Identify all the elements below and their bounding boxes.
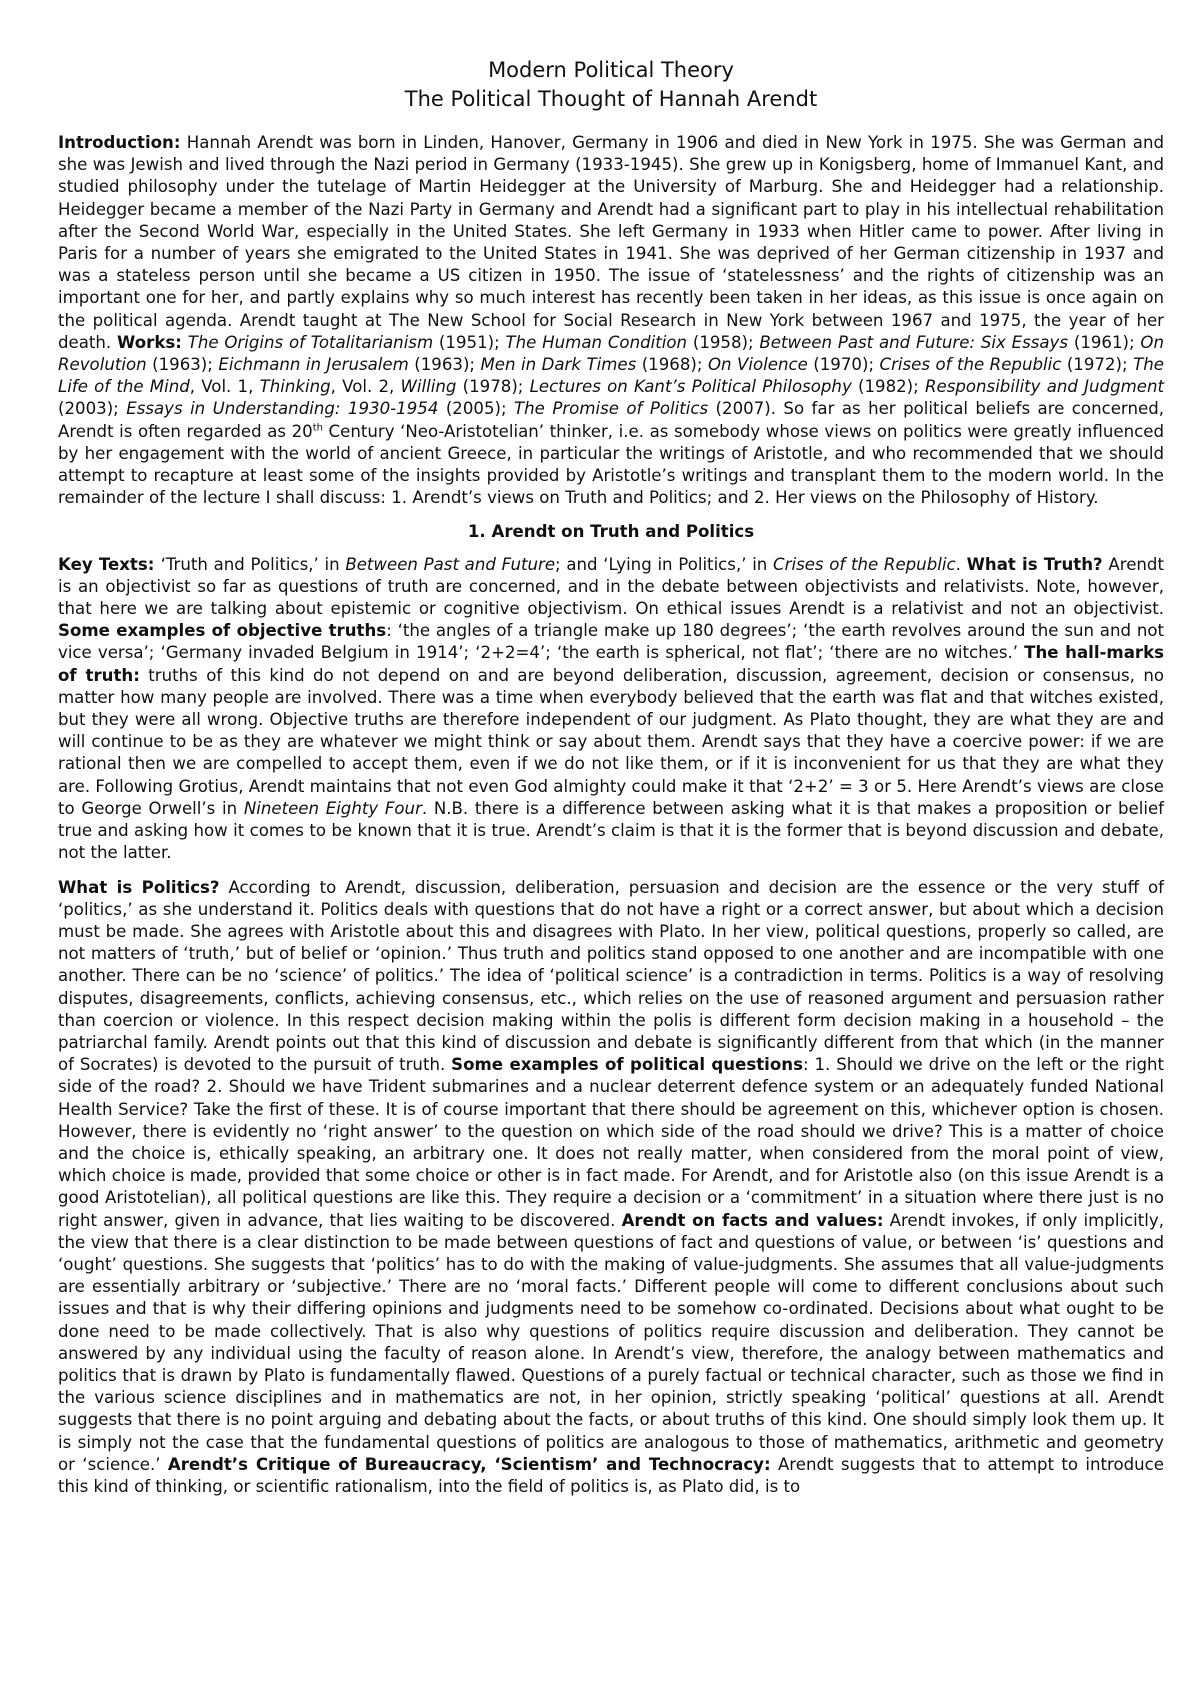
work-title: Responsibility and Judgment	[924, 377, 1165, 397]
document-title	[58, 56, 1164, 114]
work-date: , Vol. 1,	[189, 377, 260, 397]
truth-paragraph	[58, 554, 1164, 865]
work-title: Lectures on Kant’s Political Philosophy	[529, 377, 852, 397]
work-title: Thinking	[259, 377, 331, 397]
work-title: The Human Condition	[505, 332, 688, 352]
work-date: (1961);	[1068, 332, 1141, 352]
work-date: , Vol. 2,	[330, 377, 401, 397]
truth-text: : ‘the angles of a triangle make up 180 degrees’; ‘the earth revolves around the sun and not vice versa’; ‘Germany invaded Belgium in 1914’; ‘2+2=4’; ‘the earth is spherical, not flat’; ‘there are no witches.’	[58, 621, 1164, 663]
work-title: Essays in Understanding: 1930-1954	[126, 399, 439, 419]
title-line-1: Modern Political Theory	[488, 58, 734, 82]
superscript-th: th	[312, 422, 323, 434]
intro-text-3: Century ‘Neo-Aristotelian’ thinker, i.e. as somebody whose views on politics were greatly influenced by her engagement with the world of ancient Greece, in particular the writings of Aristotle, and who recommended that we should attempt to recapture at least some of the insights provided by Aristotle’s writings and transplant them to the modern world. In the remainder of the lecture I shall discuss: 1. Arendt’s views on Truth and Politics; and 2. Her views on the Philosophy of History.	[58, 421, 1164, 508]
work-title: Crises of the Republic	[773, 554, 956, 574]
work-title: Willing	[400, 377, 457, 397]
work-title: Nineteen Eighty Four	[243, 798, 422, 818]
work-title: The Origins of Totalitarianism	[187, 332, 434, 352]
truth-text: ; and ‘Lying in Politics,’ in	[555, 554, 774, 574]
work-date: (1963);	[408, 355, 481, 375]
what-is-politics-label: What is Politics?	[58, 877, 220, 897]
title-line-2: The Political Thought of Hannah Arendt	[404, 87, 818, 111]
work-title: The Life of the Mind	[58, 355, 1164, 397]
politics-text: : 1. Should we drive on the left or the right side of the road? 2. Should we have Trident submarines and a nuclear deterrent defence system or an adequately funded National Health Service? Take the first of these. It is of course important that there should be agreement on this, whichever option is chosen. However, there is evidently no ‘right answer’ to the question on which side of the road should we drive? This is a matter of choice and the choice is, ethically speaking, an arbitrary one. It does not really matter, when considered from the moral point of view, which choice is made, provided that some choice or other is in fact made. For Arendt, and for Aristotle also (on this issue Arendt is a good Aristotelian), all political questions are like this. They require a decision or a ‘commitment’ in a situation where there just is no right answer, given in advance, that lies waiting to be discovered.	[58, 1055, 1165, 1230]
critique-label: Arendt’s Critique of Bureaucracy, ‘Scientism’ and Technocracy:	[167, 1454, 771, 1474]
work-title: On Violence	[707, 355, 808, 375]
key-texts-label: Key Texts:	[58, 554, 161, 574]
politics-paragraph	[58, 877, 1164, 1499]
intro-text-2: (2007). So far as her political beliefs are concerned, Arendt is often regarded as 20	[58, 399, 1164, 441]
work-title: Between Past and Future	[345, 554, 556, 574]
work-date: (1963);	[146, 355, 219, 375]
work-date: (1951);	[433, 332, 506, 352]
truth-text: .	[955, 554, 967, 574]
politics-text: Arendt suggests that to attempt to introduce this kind of thinking, or scientific rationalism, into the field of politics is, as Plato did, is to	[58, 1454, 1164, 1496]
political-questions-label: Some examples of political questions	[451, 1055, 803, 1075]
work-title: Men in Dark Times	[480, 355, 637, 375]
politics-text: According to Arendt, discussion, deliberation, persuasion and decision are the essence or the very stuff of ‘politics,’ as she understand it. Politics deals with questions that do not have a right or a correct answer, but about which a decision must be made. She agrees with Aristotle about this and disagrees with Plato. In her view, political questions, properly so called, are not matters of ‘truth,’ but of belief or ‘opinion.’ Thus truth and politics stand opposed to one another and are incompatible with one another. There can be no ‘science’ of politics.’ The idea of ‘political science’ is a contradiction in terms. Politics is a way of resolving disputes, disagreements, conflicts, achieving consensus, etc., which relies on the use of reasoned argument and persuasion rather than coercion or violence. In this respect decision making within the polis is different form decision making in a household – the patriarchal family. Arendt points out that this kind of discussion and debate is significantly different from that which (in the manner of Socrates) is devoted to the pursuit of truth.	[58, 877, 1165, 1075]
work-date: (1982);	[851, 377, 925, 397]
politics-text: Arendt invokes, if only implicitly, the view that there is a clear distinction to be made between questions of fact and questions of value, or between ‘is’ questions and ‘ought’ questions. She suggests that ‘politics’ has to do with the making of value-judgments. She assumes that all value-judgments are essentially arbitrary or ‘subjective.’ There are no ‘moral facts.’ Different people will come to different conclusions about such issues and that is why their differing opinions and judgments need to be somehow co-ordinated. Decisions about what ought to be done need to be made collectively. That is also why questions of politics require discussion and deliberation. They cannot be answered by any individual using the faculty of reason alone. In Arendt’s view, therefore, the analogy between mathematics and politics that is drawn by Plato is fundamentally flawed. Questions of a purely factual or technical character, such as those we find in the various science disciplines and in mathematics are not, in her opinion, strictly speaking ‘political’ questions at all. Arendt suggests that there is no point arguing and debating about the facts, or about truths of this kind. One should simply look them up. It is simply not the case that the fundamental questions of politics are analogous to those of mathematics, arithmetic and geometry or ‘science.’	[58, 1210, 1164, 1474]
truth-text: . N.B. there is a difference between asking what it is that makes a proposition or belief true and asking how it comes to be known that it is true. Arendt’s claim is that it is the former that is beyond discussion and debate, not the latter.	[58, 798, 1165, 863]
work-date: (1970);	[807, 355, 880, 375]
work-title: Crises of the Republic	[879, 355, 1062, 375]
what-is-truth-label: What is Truth?	[966, 554, 1103, 574]
truth-text: Arendt is an objectivist so far as questions of truth are concerned, and in the debate between objectivists and relativists. Note, however, that here we are talking about epistemic or cognitive objectivism. On ethical issues Arendt is a relativist and not an objectivist.	[58, 554, 1164, 619]
work-date: (2005);	[438, 399, 515, 419]
introduction-paragraph	[58, 132, 1164, 509]
works-label: Works:	[117, 332, 182, 352]
hallmarks-label: The hall-marks of truth:	[58, 643, 1164, 685]
work-title: Eichmann in Jerusalem	[218, 355, 409, 375]
work-title: On Revolution	[58, 332, 1164, 375]
work-date: (1972);	[1061, 355, 1134, 375]
work-date: (2003);	[58, 399, 127, 419]
work-date: (1978);	[456, 377, 530, 397]
work-title: Between Past and Future: Six Essays	[759, 332, 1069, 352]
work-date: (1958);	[687, 332, 760, 352]
intro-text-1: Hannah Arendt was born in Linden, Hanover, Germany in 1906 and died in New York in 1975. She was German and she was Jewish and lived through the Nazi period in Germany (1933-1945). She grew up in Konigsberg, home of Immanuel Kant, and studied philosophy under the tutelage of Martin Heidegger at the University of Marburg. She and Heidegger had a relationship. Heidegger became a member of the Nazi Party in Germany and Arendt had a significant part to play in his intellectual rehabilitation after the Second World War, especially in the United States. She left Germany in 1933 when Hitler came to power. After living in Paris for a number of years she emigrated to the United States in 1941. She was deprived of her German citizenship in 1937 and was a stateless person until she became a US citizen in 1950. The issue of ‘statelessness’ and the rights of citizenship was an important one for her, and partly explains why so much interest has recently been taken in her ideas, as this issue is once again on the political agenda. Arendt taught at The New School for Social Research in New York between 1967 and 1975, the year of her death.	[58, 133, 1164, 352]
facts-values-label: Arendt on facts and values:	[621, 1210, 884, 1230]
objective-truths-label: Some examples of objective truths	[58, 621, 387, 641]
truth-text: truths of this kind do not depend on and are beyond deliberation, discussion, agreement, decision or consensus, no matter how many people are involved. There was a time when everybody believed that the earth was flat and that witches existed, but they were all wrong. Objective truths are therefore independent of our judgment. As Plato thought, they are what they are and will continue to be as they are whatever we might think or say about them. Arendt says that they have a coercive power: if we are rational then we are compelled to accept them, even if we do not like them, or if it is inconvenient for us that they are what they are. Following Grotius, Arendt maintains that not even God almighty could make it that ‘2+2’ = 3 or 5. Here Arendt’s views are close to George Orwell’s in	[58, 665, 1164, 818]
work-date: (1968);	[636, 355, 708, 375]
truth-text: ‘Truth and Politics,’ in	[160, 554, 346, 574]
section-heading-truth-politics: 1. Arendt on Truth and Politics	[467, 522, 755, 542]
work-title: The Promise of Politics	[514, 399, 709, 419]
introduction-label: Introduction:	[58, 133, 181, 152]
